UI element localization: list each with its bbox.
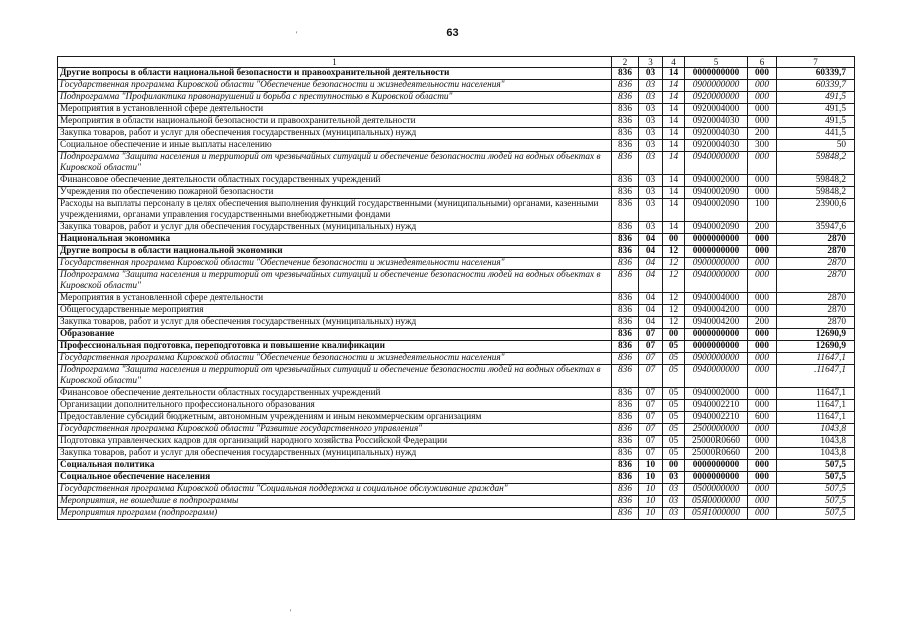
subsection-code-cell: 03 bbox=[663, 508, 685, 520]
amount-cell: 491,5 bbox=[777, 92, 855, 104]
expense-type-cell: 000 bbox=[748, 329, 777, 341]
budget-table bbox=[57, 56, 855, 520]
table-row bbox=[58, 508, 855, 520]
section-code-cell: 07 bbox=[639, 341, 663, 353]
ved-code-cell: 836 bbox=[612, 412, 639, 424]
expense-type-cell: 000 bbox=[748, 436, 777, 448]
section-code-cell: 03 bbox=[639, 152, 663, 175]
ved-code-cell: 836 bbox=[612, 270, 639, 293]
row-name-cell: Социальная политика bbox=[58, 460, 612, 472]
amount-cell: 11647,1 bbox=[777, 412, 855, 424]
table-row bbox=[58, 116, 855, 128]
row-name-cell: Подготовка управленческих кадров для организаций народного хозяйства Российской Федерации bbox=[58, 436, 612, 448]
subsection-code-cell: 14 bbox=[663, 140, 685, 152]
amount-cell: 491,5 bbox=[777, 116, 855, 128]
target-article-cell: 0920004030 bbox=[685, 116, 748, 128]
target-article-cell: 2500000000 bbox=[685, 424, 748, 436]
section-code-cell: 07 bbox=[639, 448, 663, 460]
table-row bbox=[58, 140, 855, 152]
subsection-code-cell: 05 bbox=[663, 341, 685, 353]
expense-type-cell: 000 bbox=[748, 388, 777, 400]
expense-type-cell: 000 bbox=[748, 104, 777, 116]
expense-type-cell: 300 bbox=[748, 140, 777, 152]
table-row bbox=[58, 199, 855, 222]
ved-code-cell: 836 bbox=[612, 187, 639, 199]
section-code-cell: 10 bbox=[639, 460, 663, 472]
subsection-code-cell: 05 bbox=[663, 436, 685, 448]
target-article-cell: 0940002210 bbox=[685, 412, 748, 424]
row-name-cell: Государственная программа Кировской области "Обеспечение безопасности и жизнедеятельности населения" bbox=[58, 80, 612, 92]
header-cell-expense-type: 6 bbox=[748, 57, 777, 68]
amount-cell: 59848,2 bbox=[777, 152, 855, 175]
ved-code-cell: 836 bbox=[612, 508, 639, 520]
target-article-cell: 0500000000 bbox=[685, 484, 748, 496]
row-name-cell: Социальное обеспечение населения bbox=[58, 472, 612, 484]
ved-code-cell: 836 bbox=[612, 128, 639, 140]
target-article-cell: 0940004200 bbox=[685, 317, 748, 329]
row-name-cell: Государственная программа Кировской области "Развитие государственного управления" bbox=[58, 424, 612, 436]
table-row bbox=[58, 246, 855, 258]
section-code-cell: 03 bbox=[639, 104, 663, 116]
expense-type-cell: 200 bbox=[748, 448, 777, 460]
table-row bbox=[58, 234, 855, 246]
subsection-code-cell: 14 bbox=[663, 80, 685, 92]
row-name-cell: Предоставление субсидий бюджетным, автономным учреждениям и иным некоммерческим организациям bbox=[58, 412, 612, 424]
ved-code-cell: 836 bbox=[612, 496, 639, 508]
row-name-cell: Государственная программа Кировской области "Обеспечение безопасности и жизнедеятельности населения" bbox=[58, 258, 612, 270]
subsection-code-cell: 14 bbox=[663, 116, 685, 128]
row-name-cell: Закупка товаров, работ и услуг для обеспечения государственных (муниципальных) нужд bbox=[58, 128, 612, 140]
subsection-code-cell: 12 bbox=[663, 317, 685, 329]
amount-cell: 59848,2 bbox=[777, 187, 855, 199]
row-name-cell: Расходы на выплаты персоналу в целях обеспечения выполнения функций государственными (муниципальными) органами, казенными учреждениями, органами управления государственными внебюджетными фондами bbox=[58, 199, 612, 222]
row-name-cell: Закупка товаров, работ и услуг для обеспечения государственных (муниципальных) нужд bbox=[58, 317, 612, 329]
amount-cell: 35947,6 bbox=[777, 222, 855, 234]
subsection-code-cell: 05 bbox=[663, 388, 685, 400]
subsection-code-cell: 12 bbox=[663, 246, 685, 258]
expense-type-cell: 000 bbox=[748, 305, 777, 317]
row-name-cell: Профессиональная подготовка, переподготовка и повышение квалификации bbox=[58, 341, 612, 353]
amount-cell: 2870 bbox=[777, 305, 855, 317]
amount-cell: 507,5 bbox=[777, 496, 855, 508]
section-code-cell: 10 bbox=[639, 496, 663, 508]
target-article-cell: 25000R0660 bbox=[685, 436, 748, 448]
subsection-code-cell: 12 bbox=[663, 305, 685, 317]
header-cell-name: 1 bbox=[58, 57, 612, 68]
table-row bbox=[58, 128, 855, 140]
target-article-cell: 0940002000 bbox=[685, 388, 748, 400]
subsection-code-cell: 05 bbox=[663, 400, 685, 412]
section-code-cell: 10 bbox=[639, 508, 663, 520]
subsection-code-cell: 12 bbox=[663, 258, 685, 270]
target-article-cell: 0900000000 bbox=[685, 258, 748, 270]
subsection-code-cell: 14 bbox=[663, 222, 685, 234]
expense-type-cell: 000 bbox=[748, 460, 777, 472]
expense-type-cell: 000 bbox=[748, 270, 777, 293]
row-name-cell: Учреждения по обеспечению пожарной безопасности bbox=[58, 187, 612, 199]
table-row bbox=[58, 484, 855, 496]
expense-type-cell: 000 bbox=[748, 175, 777, 187]
section-code-cell: 04 bbox=[639, 234, 663, 246]
amount-cell: 2870 bbox=[777, 246, 855, 258]
ved-code-cell: 836 bbox=[612, 258, 639, 270]
subsection-code-cell: 14 bbox=[663, 92, 685, 104]
row-name-cell: Национальная экономика bbox=[58, 234, 612, 246]
subsection-code-cell: 14 bbox=[663, 199, 685, 222]
table-row bbox=[58, 472, 855, 484]
section-code-cell: 04 bbox=[639, 246, 663, 258]
section-code-cell: 04 bbox=[639, 305, 663, 317]
section-code-cell: 03 bbox=[639, 80, 663, 92]
amount-cell: 2870 bbox=[777, 317, 855, 329]
table-row bbox=[58, 329, 855, 341]
amount-cell: .11647,1 bbox=[777, 365, 855, 388]
row-name-cell: Мероприятия в установленной сфере деятельности bbox=[58, 104, 612, 116]
table-row bbox=[58, 448, 855, 460]
ved-code-cell: 836 bbox=[612, 140, 639, 152]
ved-code-cell: 836 bbox=[612, 436, 639, 448]
expense-type-cell: 000 bbox=[748, 68, 777, 80]
amount-cell: 1043,8 bbox=[777, 448, 855, 460]
table-row bbox=[58, 175, 855, 187]
ved-code-cell: 836 bbox=[612, 472, 639, 484]
section-code-cell: 03 bbox=[639, 116, 663, 128]
table-row bbox=[58, 412, 855, 424]
ved-code-cell: 836 bbox=[612, 293, 639, 305]
expense-type-cell: 000 bbox=[748, 246, 777, 258]
section-code-cell: 04 bbox=[639, 258, 663, 270]
table-row bbox=[58, 222, 855, 234]
table-row bbox=[58, 104, 855, 116]
table-row bbox=[58, 436, 855, 448]
section-code-cell: 07 bbox=[639, 329, 663, 341]
expense-type-cell: 000 bbox=[748, 234, 777, 246]
section-code-cell: 07 bbox=[639, 388, 663, 400]
table-row bbox=[58, 270, 855, 293]
subsection-code-cell: 05 bbox=[663, 412, 685, 424]
ved-code-cell: 836 bbox=[612, 365, 639, 388]
expense-type-cell: 100 bbox=[748, 199, 777, 222]
section-code-cell: 03 bbox=[639, 199, 663, 222]
table-row bbox=[58, 317, 855, 329]
ved-code-cell: 836 bbox=[612, 152, 639, 175]
ved-code-cell: 836 bbox=[612, 400, 639, 412]
expense-type-cell: 000 bbox=[748, 341, 777, 353]
expense-type-cell: 000 bbox=[748, 484, 777, 496]
target-article-cell: 0000000000 bbox=[685, 460, 748, 472]
expense-type-cell: 000 bbox=[748, 508, 777, 520]
target-article-cell: 0940002090 bbox=[685, 222, 748, 234]
table-row bbox=[58, 68, 855, 80]
subsection-code-cell: 14 bbox=[663, 175, 685, 187]
ved-code-cell: 836 bbox=[612, 353, 639, 365]
section-code-cell: 03 bbox=[639, 140, 663, 152]
subsection-code-cell: 05 bbox=[663, 365, 685, 388]
amount-cell: 11647,1 bbox=[777, 353, 855, 365]
row-name-cell: Государственная программа Кировской области "Обеспечение безопасности и жизнедеятельности населения" bbox=[58, 353, 612, 365]
row-name-cell: Другие вопросы в области национальной безопасности и правоохранительной деятельности bbox=[58, 68, 612, 80]
section-code-cell: 03 bbox=[639, 222, 663, 234]
subsection-code-cell: 14 bbox=[663, 104, 685, 116]
subsection-code-cell: 05 bbox=[663, 424, 685, 436]
target-article-cell: 0920000000 bbox=[685, 92, 748, 104]
table-row bbox=[58, 400, 855, 412]
ved-code-cell: 836 bbox=[612, 234, 639, 246]
subsection-code-cell: 00 bbox=[663, 234, 685, 246]
target-article-cell: 25000R0660 bbox=[685, 448, 748, 460]
table-row bbox=[58, 305, 855, 317]
section-code-cell: 07 bbox=[639, 400, 663, 412]
scan-speck: ' bbox=[296, 30, 298, 39]
table-row bbox=[58, 187, 855, 199]
amount-cell: 2870 bbox=[777, 293, 855, 305]
target-article-cell: 0000000000 bbox=[685, 68, 748, 80]
target-article-cell: 0920004000 bbox=[685, 104, 748, 116]
ved-code-cell: 836 bbox=[612, 388, 639, 400]
expense-type-cell: 000 bbox=[748, 424, 777, 436]
row-name-cell: Организации дополнительного профессионального образования bbox=[58, 400, 612, 412]
target-article-cell: 0940004200 bbox=[685, 305, 748, 317]
row-name-cell: Подпрограмма "Профилактика правонарушений и борьба с преступностью в Кировской области" bbox=[58, 92, 612, 104]
ved-code-cell: 836 bbox=[612, 448, 639, 460]
expense-type-cell: 600 bbox=[748, 412, 777, 424]
target-article-cell: 0900000000 bbox=[685, 353, 748, 365]
target-article-cell: 0900000000 bbox=[685, 80, 748, 92]
row-name-cell: Закупка товаров, работ и услуг для обеспечения государственных (муниципальных) нужд bbox=[58, 448, 612, 460]
row-name-cell: Мероприятия программ (подпрограмм) bbox=[58, 508, 612, 520]
table-row bbox=[58, 152, 855, 175]
amount-cell: 59848,2 bbox=[777, 175, 855, 187]
ved-code-cell: 836 bbox=[612, 246, 639, 258]
expense-type-cell: 200 bbox=[748, 317, 777, 329]
amount-cell: 441,5 bbox=[777, 128, 855, 140]
target-article-cell: 0000000000 bbox=[685, 329, 748, 341]
expense-type-cell: 000 bbox=[748, 496, 777, 508]
target-article-cell: 0000000000 bbox=[685, 246, 748, 258]
amount-cell: 11647,1 bbox=[777, 400, 855, 412]
subsection-code-cell: 00 bbox=[663, 329, 685, 341]
section-code-cell: 03 bbox=[639, 175, 663, 187]
target-article-cell: 0940002000 bbox=[685, 175, 748, 187]
subsection-code-cell: 05 bbox=[663, 448, 685, 460]
table-row bbox=[58, 353, 855, 365]
section-code-cell: 03 bbox=[639, 68, 663, 80]
subsection-code-cell: 03 bbox=[663, 472, 685, 484]
header-cell-section: 3 bbox=[639, 57, 663, 68]
section-code-cell: 07 bbox=[639, 412, 663, 424]
target-article-cell: 0940000000 bbox=[685, 270, 748, 293]
expense-type-cell: 000 bbox=[748, 258, 777, 270]
table-row bbox=[58, 258, 855, 270]
row-name-cell: Подпрограмма "Защита населения и территорий от чрезвычайных ситуаций и обеспечение безопасности людей на водных объектах в Кировской области" bbox=[58, 270, 612, 293]
amount-cell: 60339,7 bbox=[777, 68, 855, 80]
expense-type-cell: 000 bbox=[748, 365, 777, 388]
ved-code-cell: 836 bbox=[612, 317, 639, 329]
row-name-cell: Образование bbox=[58, 329, 612, 341]
subsection-code-cell: 14 bbox=[663, 152, 685, 175]
table-row bbox=[58, 80, 855, 92]
ved-code-cell: 836 bbox=[612, 484, 639, 496]
table-row bbox=[58, 460, 855, 472]
header-cell-ved: 2 bbox=[612, 57, 639, 68]
ved-code-cell: 836 bbox=[612, 222, 639, 234]
ved-code-cell: 836 bbox=[612, 424, 639, 436]
amount-cell: 60339,7 bbox=[777, 80, 855, 92]
expense-type-cell: 200 bbox=[748, 222, 777, 234]
row-name-cell: Социальное обеспечение и иные выплаты населению bbox=[58, 140, 612, 152]
target-article-cell: 0940000000 bbox=[685, 152, 748, 175]
expense-type-cell: 000 bbox=[748, 92, 777, 104]
ved-code-cell: 836 bbox=[612, 199, 639, 222]
row-name-cell: Мероприятия, не вошедшие в подпрограммы bbox=[58, 496, 612, 508]
ved-code-cell: 836 bbox=[612, 305, 639, 317]
subsection-code-cell: 14 bbox=[663, 128, 685, 140]
row-name-cell: Финансовое обеспечение деятельности областных государственных учреждений bbox=[58, 388, 612, 400]
row-name-cell: Мероприятия в области национальной безопасности и правоохранительной деятельности bbox=[58, 116, 612, 128]
table-row bbox=[58, 424, 855, 436]
expense-type-cell: 000 bbox=[748, 293, 777, 305]
section-code-cell: 04 bbox=[639, 293, 663, 305]
ved-code-cell: 836 bbox=[612, 92, 639, 104]
section-code-cell: 04 bbox=[639, 270, 663, 293]
amount-cell: 1043,8 bbox=[777, 436, 855, 448]
row-name-cell: Финансовое обеспечение деятельности областных государственных учреждений bbox=[58, 175, 612, 187]
amount-cell: 2870 bbox=[777, 258, 855, 270]
amount-cell: 23900,6 bbox=[777, 199, 855, 222]
target-article-cell: 0940002090 bbox=[685, 199, 748, 222]
target-article-cell: 0000000000 bbox=[685, 341, 748, 353]
row-name-cell: Государственная программа Кировской области "Социальная поддержка и социальное обслуживание граждан" bbox=[58, 484, 612, 496]
expense-type-cell: 000 bbox=[748, 80, 777, 92]
amount-cell: 507,5 bbox=[777, 460, 855, 472]
amount-cell: 1043,8 bbox=[777, 424, 855, 436]
amount-cell: 50 bbox=[777, 140, 855, 152]
row-name-cell: Подпрограмма "Защита населения и территорий от чрезвычайных ситуаций и обеспечение безопасности людей на водных объектах в Кировской области" bbox=[58, 365, 612, 388]
section-code-cell: 03 bbox=[639, 187, 663, 199]
subsection-code-cell: 12 bbox=[663, 293, 685, 305]
target-article-cell: 0920004030 bbox=[685, 128, 748, 140]
amount-cell: 12690,9 bbox=[777, 329, 855, 341]
ved-code-cell: 836 bbox=[612, 341, 639, 353]
page-number: 63 bbox=[446, 27, 459, 39]
column-number-header-row bbox=[58, 57, 855, 68]
subsection-code-cell: 03 bbox=[663, 484, 685, 496]
expense-type-cell: 200 bbox=[748, 128, 777, 140]
amount-cell: 12690,9 bbox=[777, 341, 855, 353]
subsection-code-cell: 03 bbox=[663, 496, 685, 508]
section-code-cell: 04 bbox=[639, 317, 663, 329]
subsection-code-cell: 12 bbox=[663, 270, 685, 293]
section-code-cell: 07 bbox=[639, 365, 663, 388]
target-article-cell: 0940000000 bbox=[685, 365, 748, 388]
subsection-code-cell: 14 bbox=[663, 187, 685, 199]
expense-type-cell: 000 bbox=[748, 472, 777, 484]
table-row bbox=[58, 388, 855, 400]
amount-cell: 507,5 bbox=[777, 484, 855, 496]
expense-type-cell: 000 bbox=[748, 353, 777, 365]
table-row bbox=[58, 293, 855, 305]
section-code-cell: 10 bbox=[639, 472, 663, 484]
target-article-cell: 0000000000 bbox=[685, 234, 748, 246]
row-name-cell: Мероприятия в установленной сфере деятельности bbox=[58, 293, 612, 305]
row-name-cell: Закупка товаров, работ и услуг для обеспечения государственных (муниципальных) нужд bbox=[58, 222, 612, 234]
ved-code-cell: 836 bbox=[612, 329, 639, 341]
amount-cell: 2870 bbox=[777, 234, 855, 246]
section-code-cell: 03 bbox=[639, 128, 663, 140]
section-code-cell: 10 bbox=[639, 484, 663, 496]
row-name-cell: Подпрограмма "Защита населения и территорий от чрезвычайных ситуаций и обеспечение безопасности людей на водных объектах в Кировской области" bbox=[58, 152, 612, 175]
expense-type-cell: 000 bbox=[748, 152, 777, 175]
expense-type-cell: 000 bbox=[748, 187, 777, 199]
ved-code-cell: 836 bbox=[612, 104, 639, 116]
section-code-cell: 03 bbox=[639, 92, 663, 104]
row-name-cell: Другие вопросы в области национальной экономики bbox=[58, 246, 612, 258]
scan-speck: ' bbox=[290, 608, 292, 617]
table-row bbox=[58, 365, 855, 388]
target-article-cell: 0940004000 bbox=[685, 293, 748, 305]
ved-code-cell: 836 bbox=[612, 68, 639, 80]
header-cell-subsection: 4 bbox=[663, 57, 685, 68]
header-cell-target-article: 5 bbox=[685, 57, 748, 68]
amount-cell: 507,5 bbox=[777, 508, 855, 520]
expense-type-cell: 000 bbox=[748, 116, 777, 128]
subsection-code-cell: 00 bbox=[663, 460, 685, 472]
ved-code-cell: 836 bbox=[612, 175, 639, 187]
section-code-cell: 07 bbox=[639, 353, 663, 365]
ved-code-cell: 836 bbox=[612, 460, 639, 472]
target-article-cell: 0000000000 bbox=[685, 472, 748, 484]
subsection-code-cell: 14 bbox=[663, 68, 685, 80]
table-row bbox=[58, 92, 855, 104]
target-article-cell: 0920004030 bbox=[685, 140, 748, 152]
section-code-cell: 07 bbox=[639, 424, 663, 436]
row-name-cell: Общегосударственные мероприятия bbox=[58, 305, 612, 317]
ved-code-cell: 836 bbox=[612, 116, 639, 128]
amount-cell: 2870 bbox=[777, 270, 855, 293]
table-row bbox=[58, 496, 855, 508]
target-article-cell: 0940002210 bbox=[685, 400, 748, 412]
amount-cell: 507,5 bbox=[777, 472, 855, 484]
target-article-cell: 05Я0000000 bbox=[685, 496, 748, 508]
ved-code-cell: 836 bbox=[612, 80, 639, 92]
table-row bbox=[58, 341, 855, 353]
subsection-code-cell: 05 bbox=[663, 353, 685, 365]
header-cell-amount: 7 bbox=[777, 57, 855, 68]
section-code-cell: 07 bbox=[639, 436, 663, 448]
expense-type-cell: 000 bbox=[748, 400, 777, 412]
amount-cell: 491,5 bbox=[777, 104, 855, 116]
target-article-cell: 05Я1000000 bbox=[685, 508, 748, 520]
amount-cell: 11647,1 bbox=[777, 388, 855, 400]
target-article-cell: 0940002090 bbox=[685, 187, 748, 199]
